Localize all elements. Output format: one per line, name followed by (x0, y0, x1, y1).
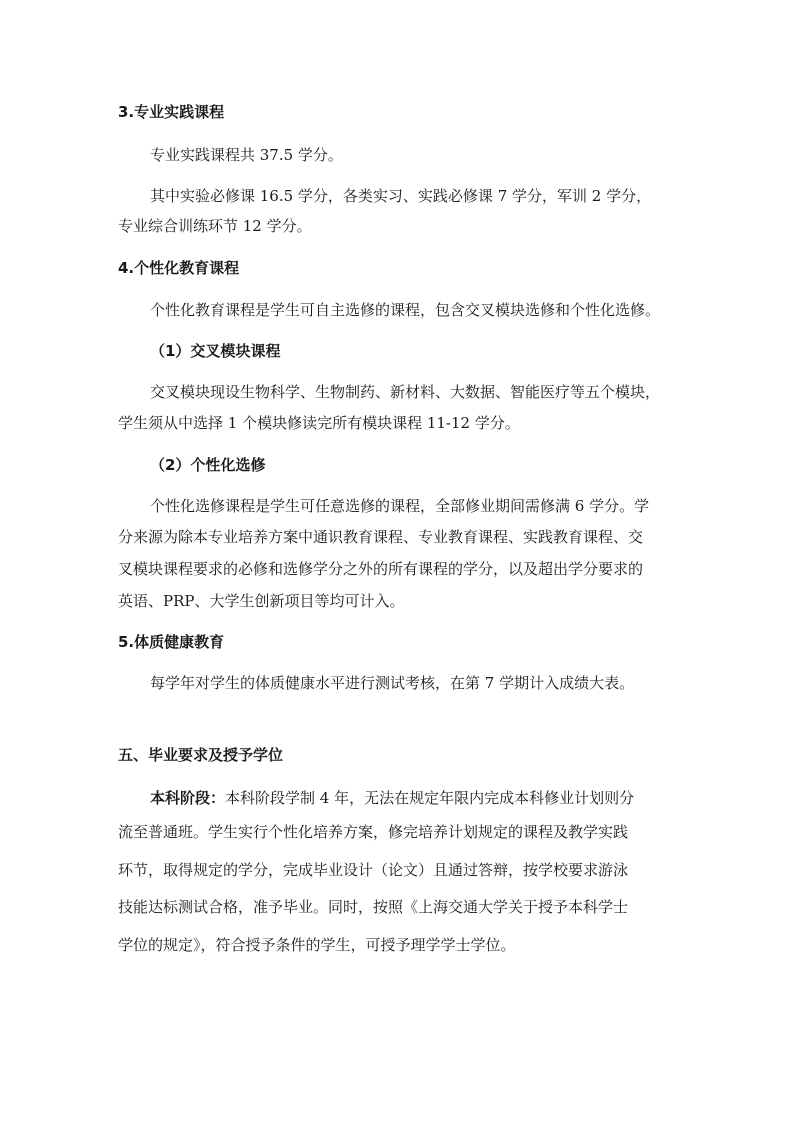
cross-module-line1: 交叉模块现设生物科学、生物制药、新材料、大数据、智能医疗等五个模块， (150, 383, 661, 401)
elective-line2: 分来源为除本专业培养方案中通识教育课程、专业教育课程、实践教育课程、交 (118, 528, 644, 546)
personalized-intro-text: 个性化教育课程是学生可自主选修的课程，包含交叉模块选修和个性化选修。 (150, 301, 661, 319)
cross-module-line2: 学生须从中选择 1 个模块修读完所有模块课程 11-12 学分。 (118, 414, 520, 432)
elective-line1: 个性化选修课程是学生可任意选修的课程，全部修业期间需修满 6 学分。学 (150, 497, 650, 515)
heading-physical-health: 5.体质健康教育 (118, 633, 225, 651)
heading-graduation-requirements: 五、毕业要求及授予学位 (118, 746, 284, 764)
graduation-line3: 环节，取得规定的学分，完成毕业设计（论文）且通过答辩，按学校要求游泳 (118, 861, 629, 879)
graduation-line5: 学位的规定》，符合授予条件的学生，可授予理学学士学位。 (118, 936, 516, 954)
heading-cross-module: （1）交叉模块课程 (150, 342, 281, 360)
graduation-line4: 技能达标测试合格，准予毕业。同时，按照《上海交通大学关于授予本科学士 (118, 898, 629, 916)
practice-total-text: 专业实践课程共 37.5 学分。 (150, 146, 343, 164)
practice-detail-line2: 专业综合训练环节 12 学分。 (118, 217, 312, 235)
heading-personal-elective: （2）个性化选修 (150, 456, 266, 474)
undergraduate-stage-label: 本科阶段： (150, 789, 226, 807)
elective-line4: 英语、PRP、大学生创新项目等均可计入。 (118, 592, 405, 610)
heading-practice-courses: 3.专业实践课程 (118, 103, 225, 121)
practice-detail-line1: 其中实验必修课 16.5 学分，各类实习、实践必修课 7 学分，军训 2 学分， (150, 187, 652, 205)
graduation-line1-text: 本科阶段学制 4 年，无法在规定年限内完成本科修业计划则分 (225, 789, 635, 807)
elective-line3: 叉模块课程要求的必修和选修学分之外的所有课程的学分，以及超出学分要求的 (118, 560, 644, 578)
graduation-line2: 流至普通班。学生实行个性化培养方案，修完培养计划规定的课程及教学实践 (118, 823, 629, 841)
physical-health-text: 每学年对学生的体质健康水平进行测试考核，在第 7 学期计入成绩大表。 (150, 674, 635, 692)
heading-personalized-courses: 4.个性化教育课程 (118, 259, 240, 277)
graduation-line1 (150, 788, 634, 808)
